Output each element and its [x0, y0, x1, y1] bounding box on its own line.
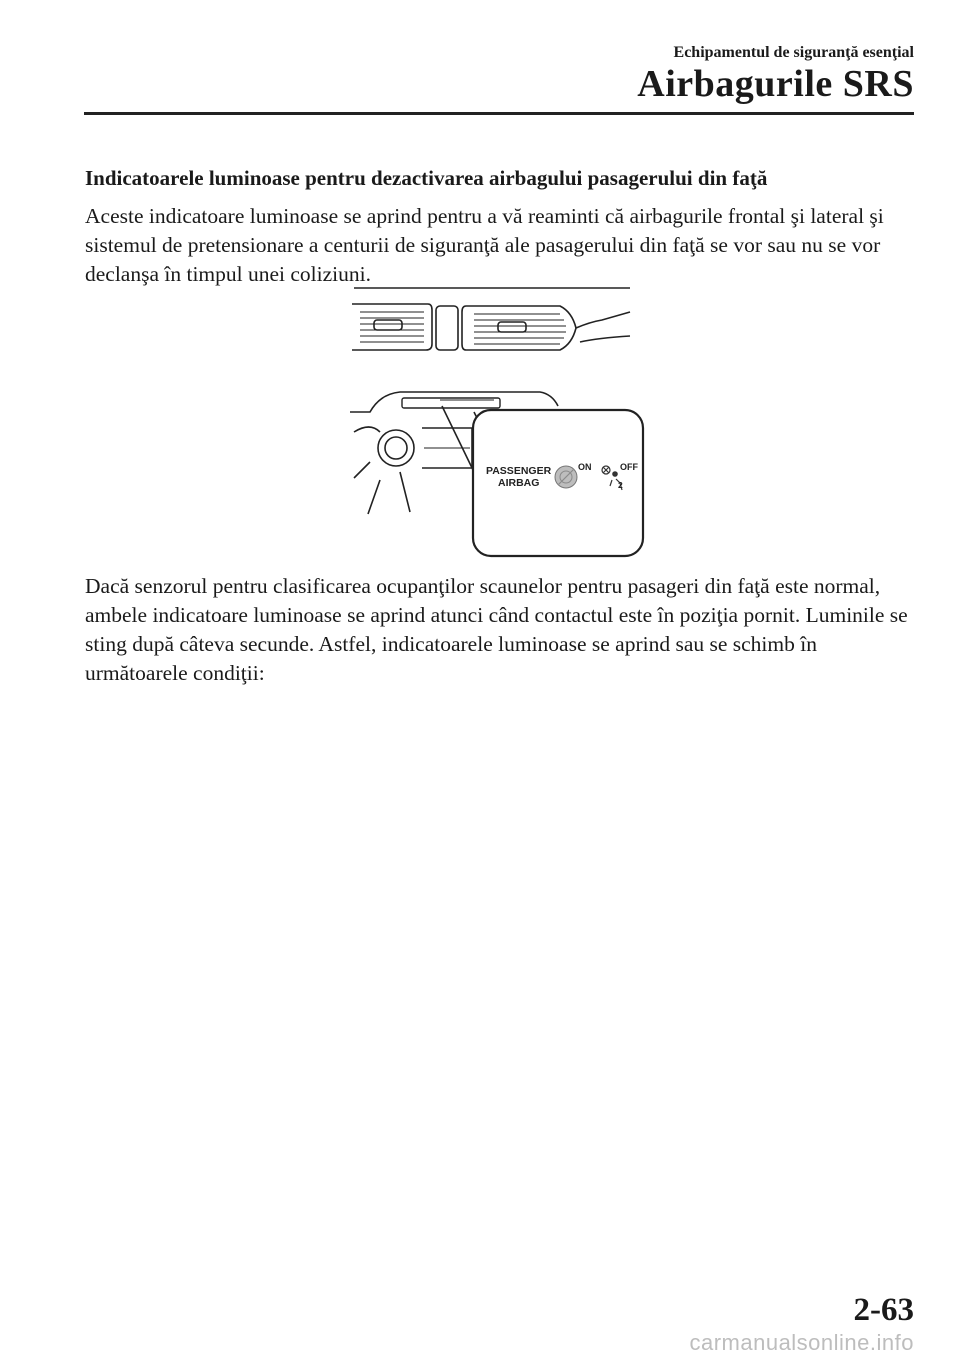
page-title: Airbagurile SRS: [637, 63, 914, 105]
dashboard-illustration-svg: [340, 282, 645, 560]
passenger-label-line2: AIRBAG: [498, 477, 540, 489]
subheading: Indicatoarele luminoase pentru dezactivarea airbagului pasagerului din faţă: [85, 166, 768, 190]
off-label: OFF: [620, 462, 638, 472]
header-divider: [84, 112, 914, 115]
paragraph-condition: [85, 572, 915, 688]
seat-number: 2: [618, 480, 623, 490]
on-label: ON: [578, 462, 592, 472]
airbag-on-icon: [555, 466, 577, 488]
watermark: carmanualsonline.info: [689, 1330, 914, 1355]
paragraph-condition-text: Dacă senzorul pentru clasificarea ocupanţilor scaunelor pentru pasageri din faţă este normal, ambele indicatoare luminoase se aprind atunci când contactul este în poziţia pornit. Luminile se sting după câteva secunde. Astfel, indicatoarele luminoase se aprind sau se schimb în următoarele condiţii:: [85, 574, 908, 685]
passenger-label-line1: PASSENGER: [486, 465, 552, 477]
page-number: 2-63: [853, 1292, 914, 1328]
dashboard-illustration: [340, 282, 645, 560]
paragraph-intro-text: Aceste indicatoare luminoase se aprind pentru a vă reaminti că airbagurile frontal şi lateral şi sistemul de pretensionare a centurii de siguranţă ale pasagerului din faţă se vor sau nu se vor declanşa în timpul unei coliziuni.: [85, 204, 884, 286]
paragraph-intro: [85, 202, 915, 289]
section-header: Echipamentul de siguranţă esenţial: [673, 44, 914, 61]
